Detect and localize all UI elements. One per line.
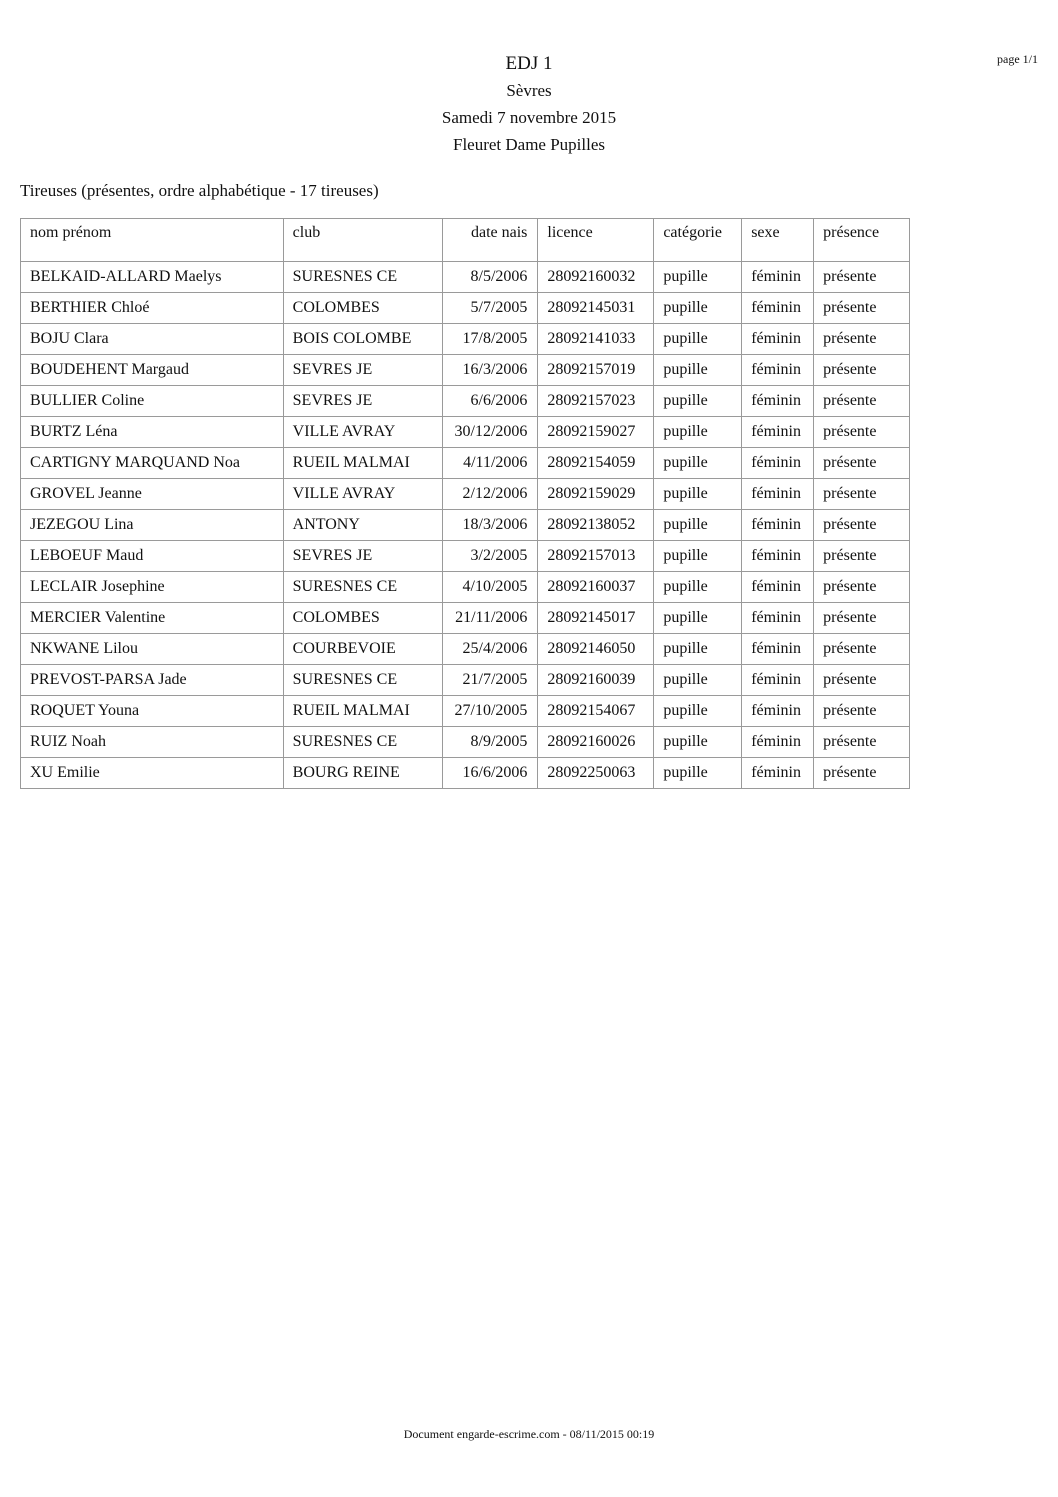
fencer-category: pupille	[654, 417, 742, 448]
fencer-sex: féminin	[742, 696, 814, 727]
fencer-club: BOURG REINE	[283, 758, 443, 789]
fencer-club: SURESNES CE	[283, 665, 443, 696]
fencer-club: COLOMBES	[283, 293, 443, 324]
fencer-category: pupille	[654, 510, 742, 541]
fencer-club: SURESNES CE	[283, 572, 443, 603]
competition-event: Fleuret Dame Pupilles	[452, 135, 606, 154]
table-row	[21, 293, 910, 324]
fencer-presence: présente	[814, 324, 910, 355]
fencer-name: PREVOST-PARSA Jade	[21, 665, 284, 696]
table-row	[21, 510, 910, 541]
fencer-birthdate: 4/11/2006	[443, 448, 538, 479]
fencer-licence: 28092160039	[538, 665, 654, 696]
fencer-birthdate: 16/6/2006	[443, 758, 538, 789]
fencer-presence: présente	[814, 541, 910, 572]
fencer-presence: présente	[814, 355, 910, 386]
table-row	[21, 479, 910, 510]
fencer-category: pupille	[654, 386, 742, 417]
table-row	[21, 448, 910, 479]
fencer-presence: présente	[814, 758, 910, 789]
fencer-licence: 28092154059	[538, 448, 654, 479]
fencer-licence: 28092160026	[538, 727, 654, 758]
fencer-sex: féminin	[742, 572, 814, 603]
fencer-birthdate: 17/8/2005	[443, 324, 538, 355]
fencer-category: pupille	[654, 541, 742, 572]
fencer-club: VILLE AVRAY	[283, 479, 443, 510]
fencer-name: MERCIER Valentine	[21, 603, 284, 634]
fencer-sex: féminin	[742, 634, 814, 665]
fencer-category: pupille	[654, 293, 742, 324]
fencer-club: ANTONY	[283, 510, 443, 541]
fencer-category: pupille	[654, 603, 742, 634]
fencer-name: BOUDEHENT Margaud	[21, 355, 284, 386]
fencer-presence: présente	[814, 448, 910, 479]
fencer-birthdate: 4/10/2005	[443, 572, 538, 603]
fencer-licence: 28092138052	[538, 510, 654, 541]
table-row	[21, 603, 910, 634]
fencer-birthdate: 30/12/2006	[443, 417, 538, 448]
fencer-sex: féminin	[742, 479, 814, 510]
column-header-category: catégorie	[654, 219, 742, 262]
fencer-presence: présente	[814, 696, 910, 727]
fencer-birthdate: 8/5/2006	[443, 262, 538, 293]
fencer-category: pupille	[654, 448, 742, 479]
fencer-club: RUEIL MALMAI	[283, 696, 443, 727]
table-body	[21, 262, 910, 789]
fencer-birthdate: 18/3/2006	[443, 510, 538, 541]
fencer-category: pupille	[654, 355, 742, 386]
fencer-name: BELKAID-ALLARD Maelys	[21, 262, 284, 293]
fencer-category: pupille	[654, 262, 742, 293]
fencer-sex: féminin	[742, 510, 814, 541]
fencer-sex: féminin	[742, 417, 814, 448]
column-header-birthdate: date nais	[443, 219, 538, 262]
table-row	[21, 417, 910, 448]
table-row	[21, 696, 910, 727]
fencers-table	[20, 218, 910, 789]
fencer-presence: présente	[814, 634, 910, 665]
fencer-sex: féminin	[742, 665, 814, 696]
fencer-category: pupille	[654, 696, 742, 727]
fencer-birthdate: 6/6/2006	[443, 386, 538, 417]
fencer-birthdate: 21/11/2006	[443, 603, 538, 634]
fencer-presence: présente	[814, 417, 910, 448]
fencer-sex: féminin	[742, 355, 814, 386]
fencer-sex: féminin	[742, 603, 814, 634]
table-row	[21, 355, 910, 386]
competition-city: Sèvres	[506, 81, 552, 100]
fencer-club: BOIS COLOMBE	[283, 324, 443, 355]
fencer-birthdate: 25/4/2006	[443, 634, 538, 665]
table-row	[21, 758, 910, 789]
fencer-birthdate: 21/7/2005	[443, 665, 538, 696]
fencer-category: pupille	[654, 665, 742, 696]
fencer-licence: 28092160037	[538, 572, 654, 603]
fencer-presence: présente	[814, 727, 910, 758]
fencer-category: pupille	[654, 727, 742, 758]
fencer-name: NKWANE Lilou	[21, 634, 284, 665]
fencer-sex: féminin	[742, 262, 814, 293]
fencer-name: GROVEL Jeanne	[21, 479, 284, 510]
fencer-birthdate: 5/7/2005	[443, 293, 538, 324]
table-row	[21, 572, 910, 603]
fencer-sex: féminin	[742, 758, 814, 789]
fencer-club: SEVRES JE	[283, 386, 443, 417]
fencer-presence: présente	[814, 572, 910, 603]
fencer-presence: présente	[814, 386, 910, 417]
fencer-club: RUEIL MALMAI	[283, 448, 443, 479]
fencer-licence: 28092157013	[538, 541, 654, 572]
fencer-name: LEBOEUF Maud	[21, 541, 284, 572]
fencer-club: SEVRES JE	[283, 541, 443, 572]
fencer-category: pupille	[654, 479, 742, 510]
fencer-presence: présente	[814, 262, 910, 293]
fencer-category: pupille	[654, 324, 742, 355]
column-header-presence: présence	[814, 219, 910, 262]
fencer-licence: 28092154067	[538, 696, 654, 727]
fencer-sex: féminin	[742, 541, 814, 572]
fencer-licence: 28092160032	[538, 262, 654, 293]
fencer-presence: présente	[814, 479, 910, 510]
fencer-club: COLOMBES	[283, 603, 443, 634]
fencer-name: BURTZ Léna	[21, 417, 284, 448]
competition-title: EDJ 1	[505, 53, 553, 74]
fencer-name: RUIZ Noah	[21, 727, 284, 758]
fencer-club: VILLE AVRAY	[283, 417, 443, 448]
fencer-birthdate: 3/2/2005	[443, 541, 538, 572]
fencer-name: LECLAIR Josephine	[21, 572, 284, 603]
fencer-category: pupille	[654, 758, 742, 789]
fencer-licence: 28092157023	[538, 386, 654, 417]
column-header-sex: sexe	[742, 219, 814, 262]
fencer-presence: présente	[814, 293, 910, 324]
table-row	[21, 386, 910, 417]
fencer-club: COURBEVOIE	[283, 634, 443, 665]
section-title: Tireuses (présentes, ordre alphabétique - 17 tireuses)	[20, 181, 379, 200]
fencer-licence: 28092145031	[538, 293, 654, 324]
document-footer: Document engarde-escrime.com - 08/11/2015 00:19	[403, 1427, 655, 1441]
fencer-licence: 28092159027	[538, 417, 654, 448]
fencer-name: BULLIER Coline	[21, 386, 284, 417]
fencer-presence: présente	[814, 603, 910, 634]
fencer-birthdate: 8/9/2005	[443, 727, 538, 758]
column-header-licence: licence	[538, 219, 654, 262]
fencer-sex: féminin	[742, 324, 814, 355]
competition-date: Samedi 7 novembre 2015	[441, 108, 617, 127]
fencer-name: JEZEGOU Lina	[21, 510, 284, 541]
fencer-club: SURESNES CE	[283, 727, 443, 758]
fencer-name: CARTIGNY MARQUAND Noa	[21, 448, 284, 479]
fencer-presence: présente	[814, 665, 910, 696]
fencer-club: SEVRES JE	[283, 355, 443, 386]
fencer-sex: féminin	[742, 386, 814, 417]
fencer-sex: féminin	[742, 448, 814, 479]
fencer-licence: 28092146050	[538, 634, 654, 665]
fencer-club: SURESNES CE	[283, 262, 443, 293]
fencer-name: XU Emilie	[21, 758, 284, 789]
fencer-licence: 28092157019	[538, 355, 654, 386]
table-row	[21, 727, 910, 758]
fencer-licence: 28092141033	[538, 324, 654, 355]
table-row	[21, 324, 910, 355]
table-row	[21, 541, 910, 572]
column-header-club: club	[283, 219, 443, 262]
fencer-name: BOJU Clara	[21, 324, 284, 355]
fencer-birthdate: 16/3/2006	[443, 355, 538, 386]
column-header-name: nom prénom	[21, 219, 284, 262]
fencer-name: BERTHIER Chloé	[21, 293, 284, 324]
table-row	[21, 262, 910, 293]
table-row	[21, 634, 910, 665]
fencer-sex: féminin	[742, 293, 814, 324]
fencer-sex: féminin	[742, 727, 814, 758]
page-number: page 1/1	[997, 52, 1038, 66]
fencer-licence: 28092250063	[538, 758, 654, 789]
fencer-category: pupille	[654, 572, 742, 603]
document-header	[0, 51, 1058, 158]
fencer-birthdate: 27/10/2005	[443, 696, 538, 727]
fencer-licence: 28092145017	[538, 603, 654, 634]
fencer-name: ROQUET Youna	[21, 696, 284, 727]
table-row	[21, 665, 910, 696]
fencer-licence: 28092159029	[538, 479, 654, 510]
fencer-presence: présente	[814, 510, 910, 541]
fencer-category: pupille	[654, 634, 742, 665]
fencer-birthdate: 2/12/2006	[443, 479, 538, 510]
table-header-row	[21, 219, 910, 262]
